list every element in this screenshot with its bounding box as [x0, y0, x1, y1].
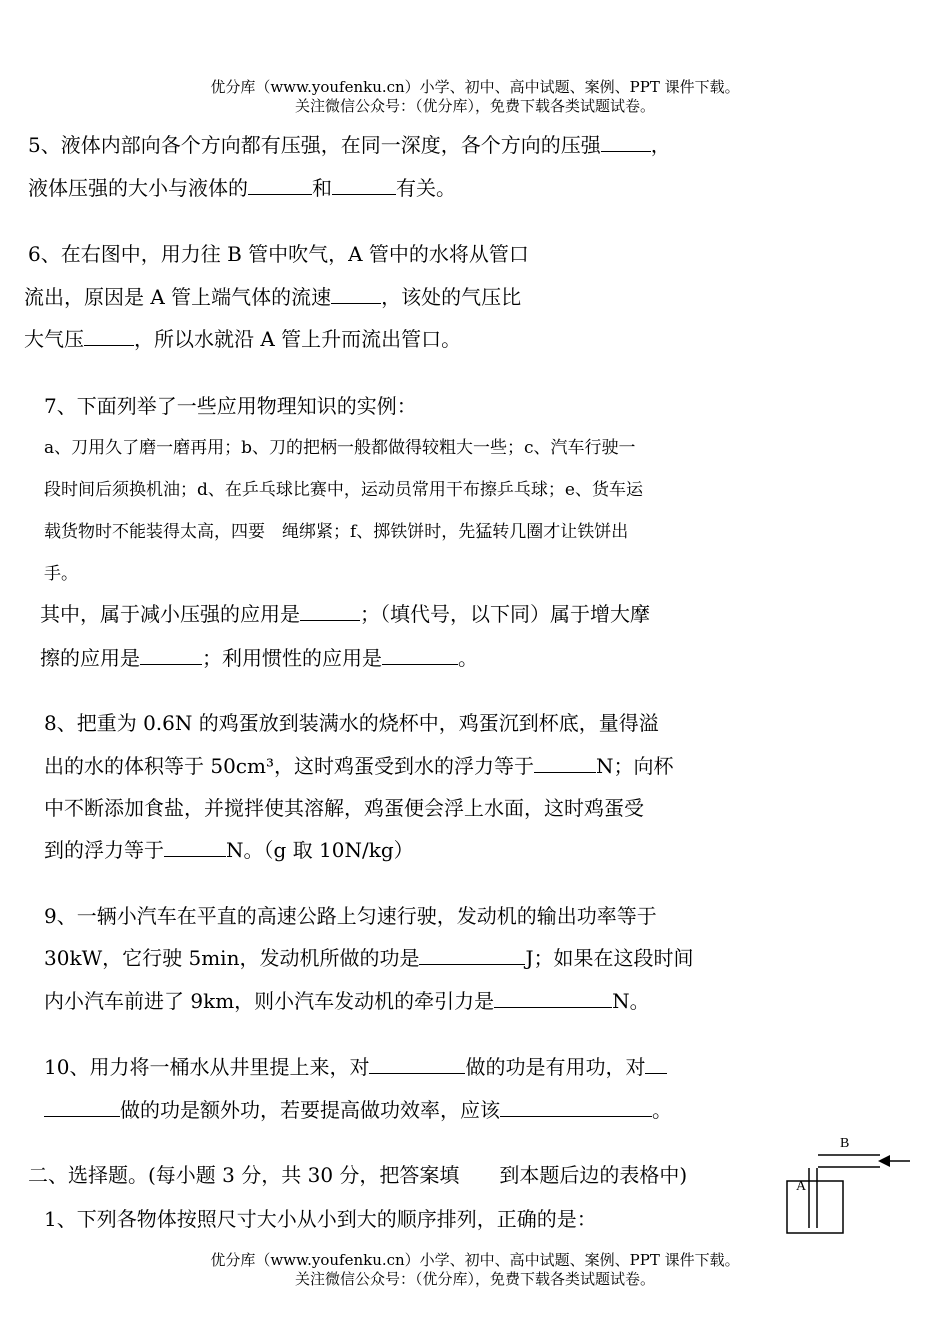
q7-text-1: 其中，属于减小压强的应用是 [40, 602, 300, 626]
q7-text-3: 擦的应用是 [40, 646, 140, 670]
q6-text-4: ，所以水就沿 A 管上升而流出管口。 [134, 327, 462, 351]
q9-line-1: 9、一辆小汽车在平直的高速公路上匀速行驶，发动机的输出功率等于 [44, 904, 657, 928]
q8-text-4: N。（g 取 10N/kg） [226, 838, 414, 862]
q6-text-3: 大气压 [24, 327, 84, 351]
q9-text-4: N。 [612, 989, 650, 1013]
q7-line-2: a、刀用久了磨一磨再用；b、刀的把柄一般都做得较粗大一些；c、汽车行驶一 [44, 438, 636, 458]
q6-text-2: ，该处的气压比 [381, 285, 522, 309]
label-b: B [840, 1136, 850, 1151]
q9-line-3 [44, 989, 650, 1013]
q10-blank-2a[interactable] [645, 1055, 667, 1074]
q7-line-7 [40, 646, 478, 670]
q7-text-5: 。 [458, 646, 478, 670]
header-line-1: 优分库（www.youfenku.cn）小学、初中、高中试题、案例、PPT 课件下载。 [210, 78, 740, 96]
q5-text-4: 和 [312, 176, 332, 200]
q8-line-4 [44, 838, 414, 862]
q7-line-5: 手。 [44, 564, 78, 584]
footer-line-1: 优分库（www.youfenku.cn）小学、初中、高中试题、案例、PPT 课件下载。 [210, 1251, 740, 1269]
q6-blank-2[interactable] [84, 327, 134, 346]
q10-blank-1[interactable] [369, 1055, 465, 1074]
footer-line-2: 关注微信公众号：（优分库），免费下载各类试题试卷。 [294, 1270, 655, 1288]
q10-line-2 [44, 1098, 672, 1122]
q5-blank-1[interactable] [601, 133, 651, 152]
q7-line-4: 载货物时不能装得太高，四要 绳绑紧；f、掷铁饼时，先猛转几圈才让铁饼出 [44, 522, 629, 542]
tube-diagram-svg [780, 1130, 920, 1240]
section2-title: 二、选择题。(每小题 3 分，共 30 分，把答案填 到本题后边的表格中) [28, 1163, 688, 1187]
q5-text-5: 有关。 [396, 176, 456, 200]
q6-line-3 [24, 327, 461, 351]
q10-text-4: 。 [652, 1098, 672, 1122]
q10-text-1: 10、用力将一桶水从井里提上来，对 [44, 1055, 370, 1079]
header-line-2: 关注微信公众号：（优分库），免费下载各类试题试卷。 [294, 97, 655, 115]
q9-text-3: 内小汽车前进了 9km，则小汽车发动机的牵引力是 [44, 989, 495, 1013]
q7-text-4: ；利用惯性的应用是 [202, 646, 382, 670]
q7-line-3: 段时间后须换机油；d、在乒乓球比赛中，运动员常用干布擦乒乓球；e、货车运 [44, 480, 643, 500]
q10-blank-2b[interactable] [44, 1098, 120, 1117]
q9-line-2 [44, 946, 693, 970]
q7-blank-1[interactable] [300, 602, 360, 621]
q5-line-1 [28, 133, 671, 157]
q6-blank-1[interactable] [331, 285, 381, 304]
q7-line-1: 7、下面列举了一些应用物理知识的实例： [44, 394, 417, 418]
q5-text-2: ， [650, 133, 671, 157]
q5-text-3: 液体压强的大小与液体的 [28, 176, 248, 200]
q10-text-2: 做的功是有用功，对 [465, 1055, 646, 1079]
q6-line-2 [24, 285, 521, 309]
q9-blank-1[interactable] [419, 946, 525, 965]
q8-text-3: 到的浮力等于 [44, 838, 164, 862]
q6-text-1: 流出，原因是 A 管上端气体的流速 [24, 285, 332, 309]
q6-line-1: 6、在右图中，用力往 B 管中吹气，A 管中的水将从管口 [28, 242, 529, 266]
q8-blank-1[interactable] [534, 754, 596, 773]
q5-line-2 [28, 176, 456, 200]
label-a: A [796, 1179, 807, 1194]
q9-blank-2[interactable] [494, 989, 612, 1008]
arrow-head [878, 1155, 890, 1167]
section2-q1: 1、下列各物体按照尺寸大小从小到大的顺序排列，正确的是： [44, 1207, 597, 1231]
tube-diagram [780, 1130, 920, 1240]
q7-line-6 [40, 602, 650, 626]
q10-text-3: 做的功是额外功，若要提高做功效率，应该 [120, 1098, 500, 1122]
q8-text-2: N；向杯 [596, 754, 674, 778]
q8-line-1: 8、把重为 0.6N 的鸡蛋放到装满水的烧杯中，鸡蛋沉到杯底，量得溢 [44, 711, 659, 735]
q7-text-2: ；（填代号，以下同）属于增大摩 [360, 602, 650, 626]
q8-line-3: 中不断添加食盐，并搅拌使其溶解，鸡蛋便会浮上水面，这时鸡蛋受 [44, 796, 644, 820]
q7-blank-2[interactable] [140, 646, 202, 665]
q5-blank-2[interactable] [248, 176, 312, 195]
q10-line-1 [44, 1055, 667, 1079]
q10-blank-3[interactable] [500, 1098, 652, 1117]
q9-text-2: J；如果在这段时间 [525, 946, 694, 970]
q8-line-2 [44, 754, 674, 778]
q7-blank-3[interactable] [382, 646, 458, 665]
q9-text-1: 30kW，它行驶 5min，发动机所做的功是 [44, 946, 420, 970]
q8-blank-2[interactable] [164, 838, 226, 857]
q8-text-1: 出的水的体积等于 50cm³，这时鸡蛋受到水的浮力等于 [44, 754, 534, 778]
q5-blank-3[interactable] [332, 176, 396, 195]
q5-text-1: 5、液体内部向各个方向都有压强，在同一深度，各个方向的压强 [28, 133, 601, 157]
